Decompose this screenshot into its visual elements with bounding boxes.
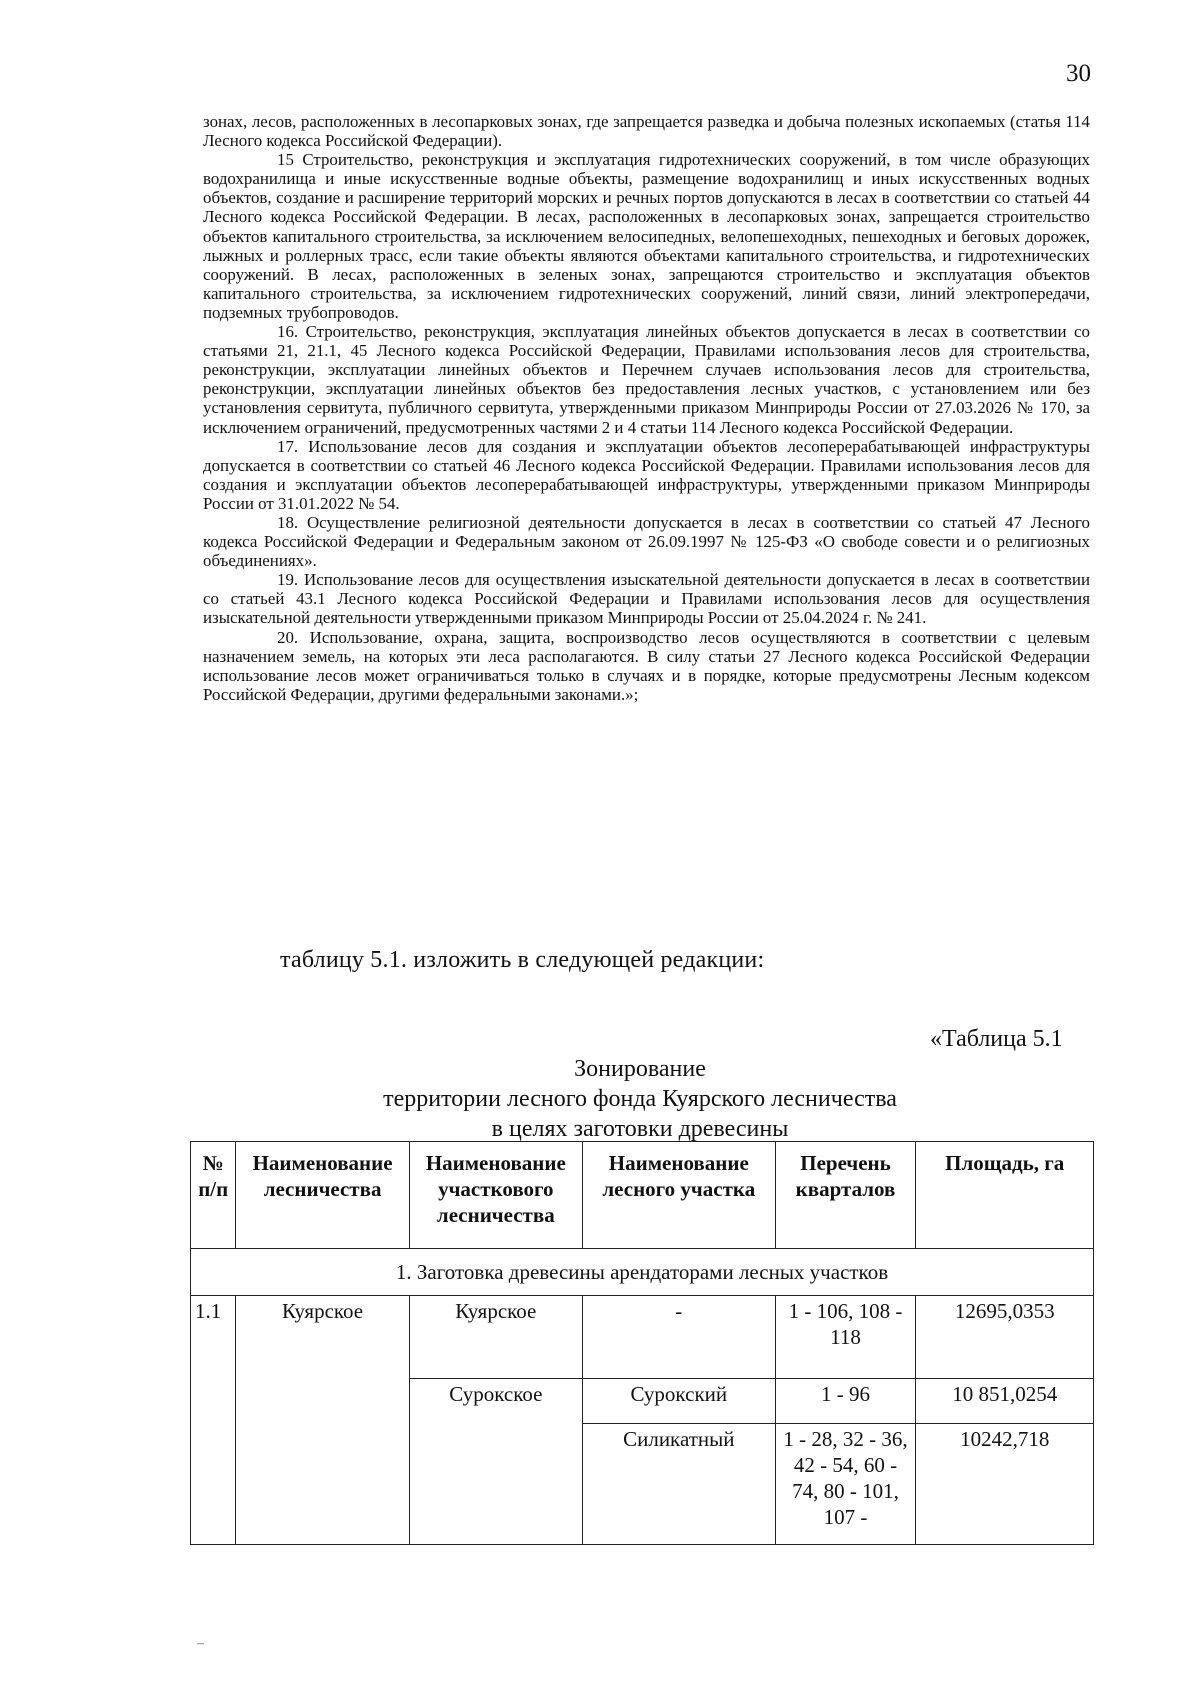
paragraph-16: 16. Строительство, реконструкция, эксплуатация линейных объектов допускается в лесах в соответствии со статьями 21, 21.1, 45 Лесного кодекса Российской Федерации, Правилами использования лесов для строительства, реконструкции, эксплуатации линейных объектов и Перечнем случаев использования лесов для строительства, реконструкции, эксплуатации линейных объектов без предоставления лесных участков, с установлением или без установления сервитута, публичного сервитута, утвержденными приказом Минприроды России от 27.03.2026 № 170, за исключением ограничений, предусмотренных частями 2 и 4 статьи 114 Лесного кодекса Российской Федерации. [203,322,1090,437]
section-row [191,1249,1094,1296]
zoning-table [190,1141,1094,1545]
cell-forestry [236,1424,409,1545]
table-title-line-3: в целях заготовки древесины [491,1116,789,1142]
paragraph-17: 17. Использование лесов для создания и эксплуатации объектов лесоперерабатывающей инфраструктуры допускается в соответствии со статьей 46 Лесного кодекса Российской Федерации. Правилами использования лесов для создания и эксплуатации объектов лесоперерабатывающей инфраструктуры, утвержденными приказом Минприроды России от 31.01.2022 № 54. [203,436,1090,513]
cell-number [191,1424,236,1545]
table-caption: «Таблица 5.1 [930,1026,1063,1052]
header-area: Площадь, га [916,1142,1094,1249]
cell-district: Куярское [409,1296,582,1379]
cell-plot: - [582,1296,775,1379]
cell-quarters: 1 - 96 [775,1379,916,1424]
page-number: 30 [1066,60,1091,87]
cell-plot: Силикатный [582,1424,775,1545]
amendment-instruction: таблицу 5.1. изложить в следующей редакции: [280,947,765,973]
cell-quarters: 1 - 28, 32 - 36, 42 - 54, 60 - 74, 80 - 101, 107 - [775,1424,916,1545]
scan-mark: – [197,1636,204,1651]
paragraph-19: 19. Использование лесов для осуществления изыскательной деятельности допускается в лесах в соответствии со статьей 43.1 Лесного кодекса Российской Федерации и Правилами использования лесов для осуществления изыскательной деятельности утвержденными приказом Минприроды России от 25.04.2024 г. № 241. [203,570,1090,628]
table-row [191,1424,1094,1545]
section-title: 1. Заготовка древесины арендаторами лесных участков [191,1249,1094,1296]
table-title-line-1: Зонирование [574,1056,706,1082]
cell-district: Сурокское [409,1379,582,1424]
cell-number: 1.1 [191,1296,236,1379]
table-row [191,1296,1094,1379]
header-quarters: Перечень кварталов [775,1142,916,1249]
cell-forestry: Куярское [236,1296,409,1379]
paragraph-15: 15 Строительство, реконструкция и эксплуатация гидротехнических сооружений, в том числе образующих водохранилища и иные искусственные водные объекты, размещение водохранилищ и иных искусственных водных объектов, создание и расширение территорий морских и речных портов допускаются в лесах в соответствии со статьей 44 Лесного кодекса Российской Федерации. В лесах, расположенных в лесопарковых зонах, запрещается строительство объектов капитального строительства, за исключением велосипедных, велопешеходных, пешеходных и беговых дорожек, лыжных и роллерных трасс, если такие объекты являются объектами капитального строительства, и гидротехнических сооружений. В лесах, расположенных в зеленых зонах, запрещаются строительство и эксплуатация объектов капитального строительства, за исключением гидротехнических сооружений, линий связи, линий электропередачи, подземных трубопроводов. [203,150,1090,322]
header-forestry: Наименование лесничества [236,1142,409,1249]
cell-area: 10242,718 [916,1424,1094,1545]
cell-area: 10 851,0254 [916,1379,1094,1424]
cell-forestry [236,1379,409,1424]
paragraph-continuation: зонах, лесов, расположенных в лесопарковых зонах, где запрещается разведка и добыча полезных ископаемых (статья 114 Лесного кодекса Российской Федерации). [203,112,1090,151]
cell-quarters: 1 - 106, 108 - 118 [775,1296,916,1379]
header-number: № п/п [191,1142,236,1249]
table-title-line-2: территории лесного фонда Куярского лесничества [383,1086,897,1112]
table-header-row [191,1142,1094,1249]
paragraph-18: 18. Осуществление религиозной деятельности допускается в лесах в соответствии со статьей 47 Лесного кодекса Российской Федерации и Федеральным законом от 26.09.1997 № 125-ФЗ «О свободе совести и о религиозных объединениях». [203,512,1090,571]
cell-number [191,1379,236,1424]
cell-area: 12695,0353 [916,1296,1094,1379]
table-row [191,1379,1094,1424]
header-district-forestry: Наименование участкового лесничества [409,1142,582,1249]
cell-district [409,1424,582,1545]
body-text [203,112,1090,704]
cell-plot: Сурокский [582,1379,775,1424]
header-forest-plot: Наименование лесного участка [582,1142,775,1249]
paragraph-20: 20. Использование, охрана, защита, воспроизводство лесов осуществляются в соответствии с целевым назначением земель, на которых эти леса располагаются. В силу статьи 27 Лесного кодекса Российской Федерации использование лесов может ограничиваться только в случаях и в порядке, которые предусмотрены Лесным кодексом Российской Федерации, другими федеральными законами.»; [203,627,1090,704]
